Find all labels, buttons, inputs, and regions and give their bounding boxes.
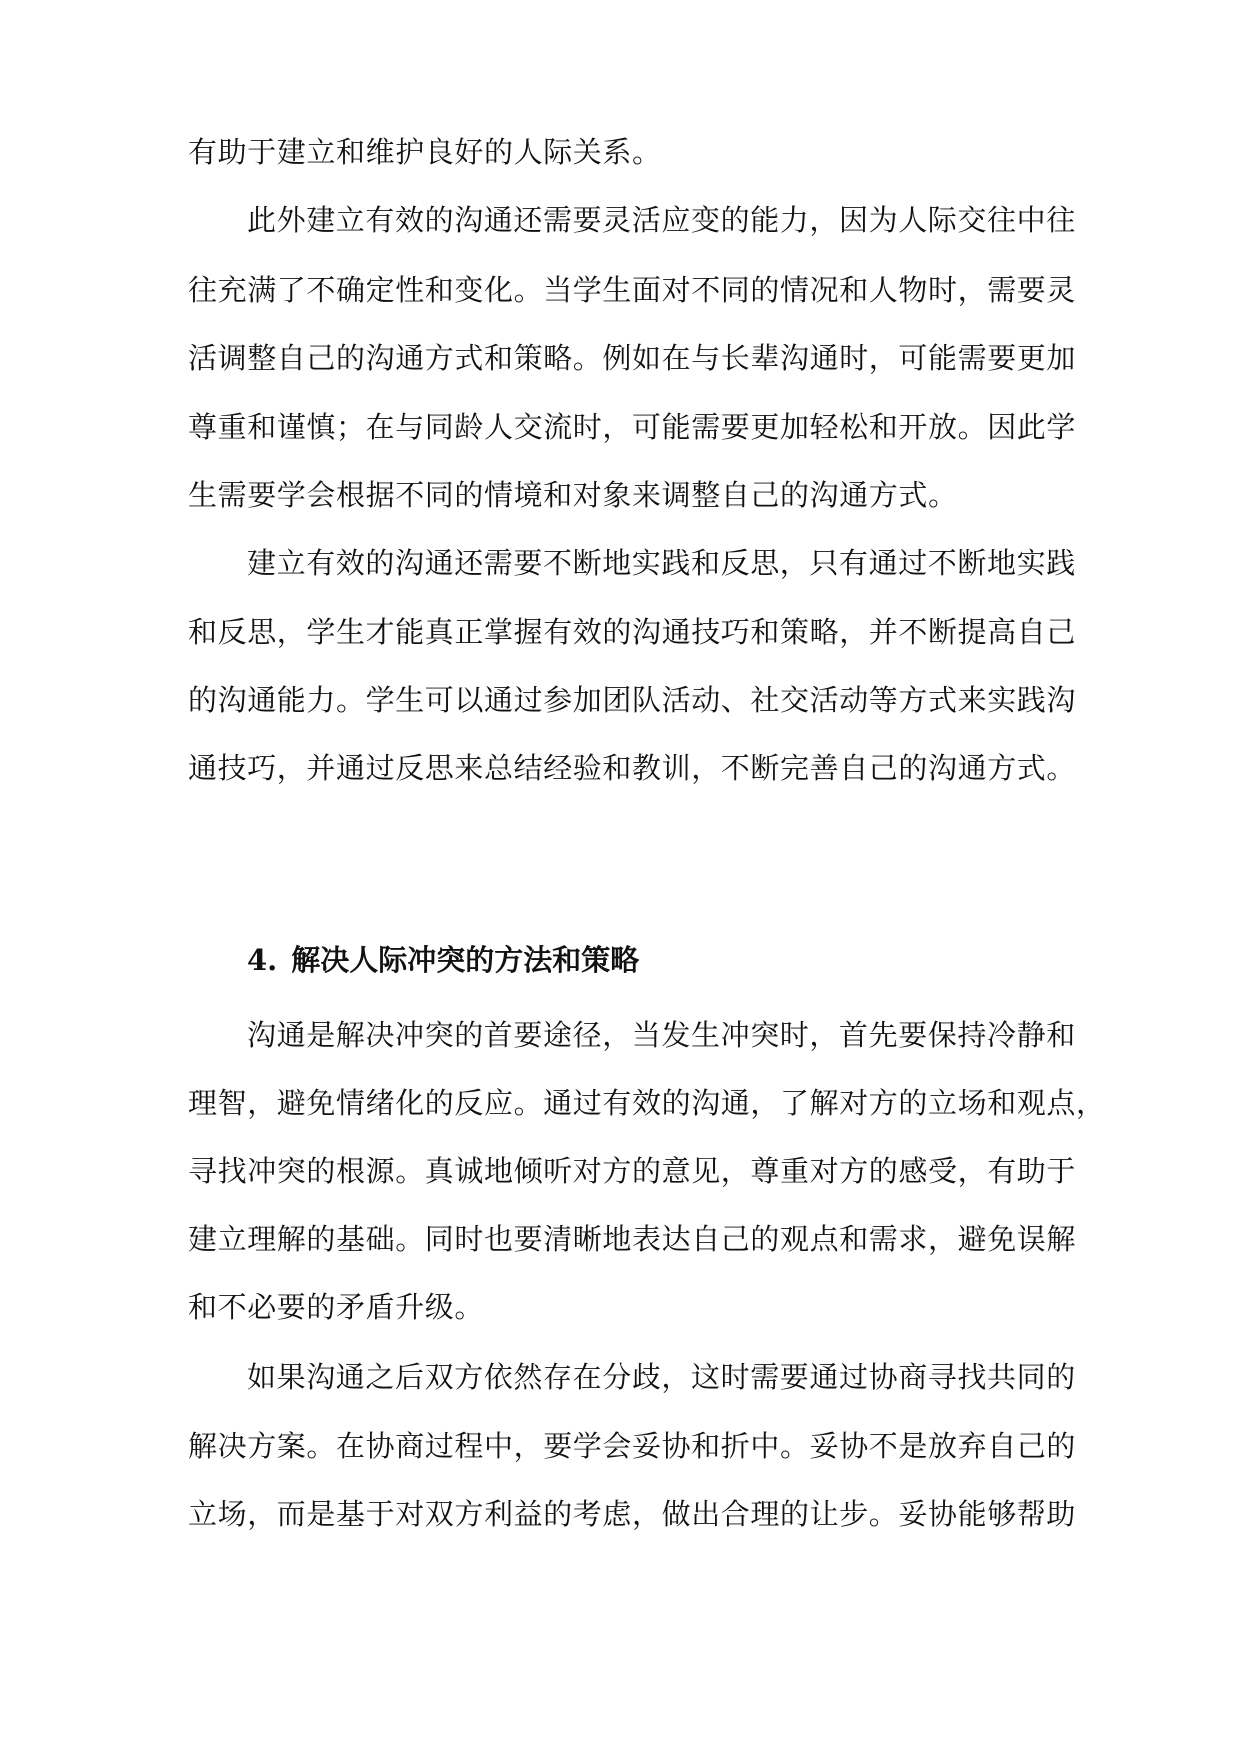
paragraph-line: 立场，而是基于对双方利益的考虑，做出合理的让步。妥协能够帮助 [188, 1497, 1077, 1531]
paragraph-line: 建立有效的沟通还需要不断地实践和反思，只有通过不断地实践 [247, 546, 1076, 580]
section-number: 4. [247, 943, 278, 977]
paragraph-line: 此外建立有效的沟通还需要灵活应变的能力，因为人际交往中往 [247, 203, 1076, 237]
paragraph-line: 理智，避免情绪化的反应。通过有效的沟通，了解对方的立场和观点， [188, 1086, 1106, 1120]
paragraph-line: 活调整自己的沟通方式和策略。例如在与长辈沟通时，可能需要更加 [188, 341, 1077, 375]
paragraph-line: 建立理解的基础。同时也要清晰地表达自己的观点和需求，避免误解 [188, 1222, 1077, 1256]
paragraph-line: 如果沟通之后双方依然存在分歧，这时需要通过协商寻找共同的 [247, 1360, 1076, 1394]
paragraph-line: 和反思，学生才能真正掌握有效的沟通技巧和策略，并不断提高自己 [188, 615, 1077, 649]
paragraph-line: 通技巧，并通过反思来总结经验和教训，不断完善自己的沟通方式。 [188, 751, 1077, 785]
paragraph-line: 和不必要的矛盾升级。 [188, 1290, 485, 1324]
section-title: 解决人际冲突的方法和策略 [291, 943, 640, 977]
paragraph-line: 的沟通能力。学生可以通过参加团队活动、社交活动等方式来实践沟 [188, 683, 1077, 717]
paragraph-line: 沟通是解决冲突的首要途径，当发生冲突时，首先要保持冷静和 [247, 1018, 1076, 1052]
paragraph-line: 往充满了不确定性和变化。当学生面对不同的情况和人物时，需要灵 [188, 273, 1077, 307]
paragraph-line: 生需要学会根据不同的情境和对象来调整自己的沟通方式。 [188, 478, 958, 512]
paragraph-line: 解决方案。在协商过程中，要学会妥协和折中。妥协不是放弃自己的 [188, 1429, 1077, 1463]
paragraph-line: 寻找冲突的根源。真诚地倾听对方的意见，尊重对方的感受，有助于 [188, 1154, 1077, 1188]
paragraph-line: 尊重和谨慎；在与同龄人交流时，可能需要更加轻松和开放。因此学 [188, 410, 1077, 444]
paragraph-line: 有助于建立和维护良好的人际关系。 [188, 135, 662, 169]
section-heading [247, 920, 639, 1000]
